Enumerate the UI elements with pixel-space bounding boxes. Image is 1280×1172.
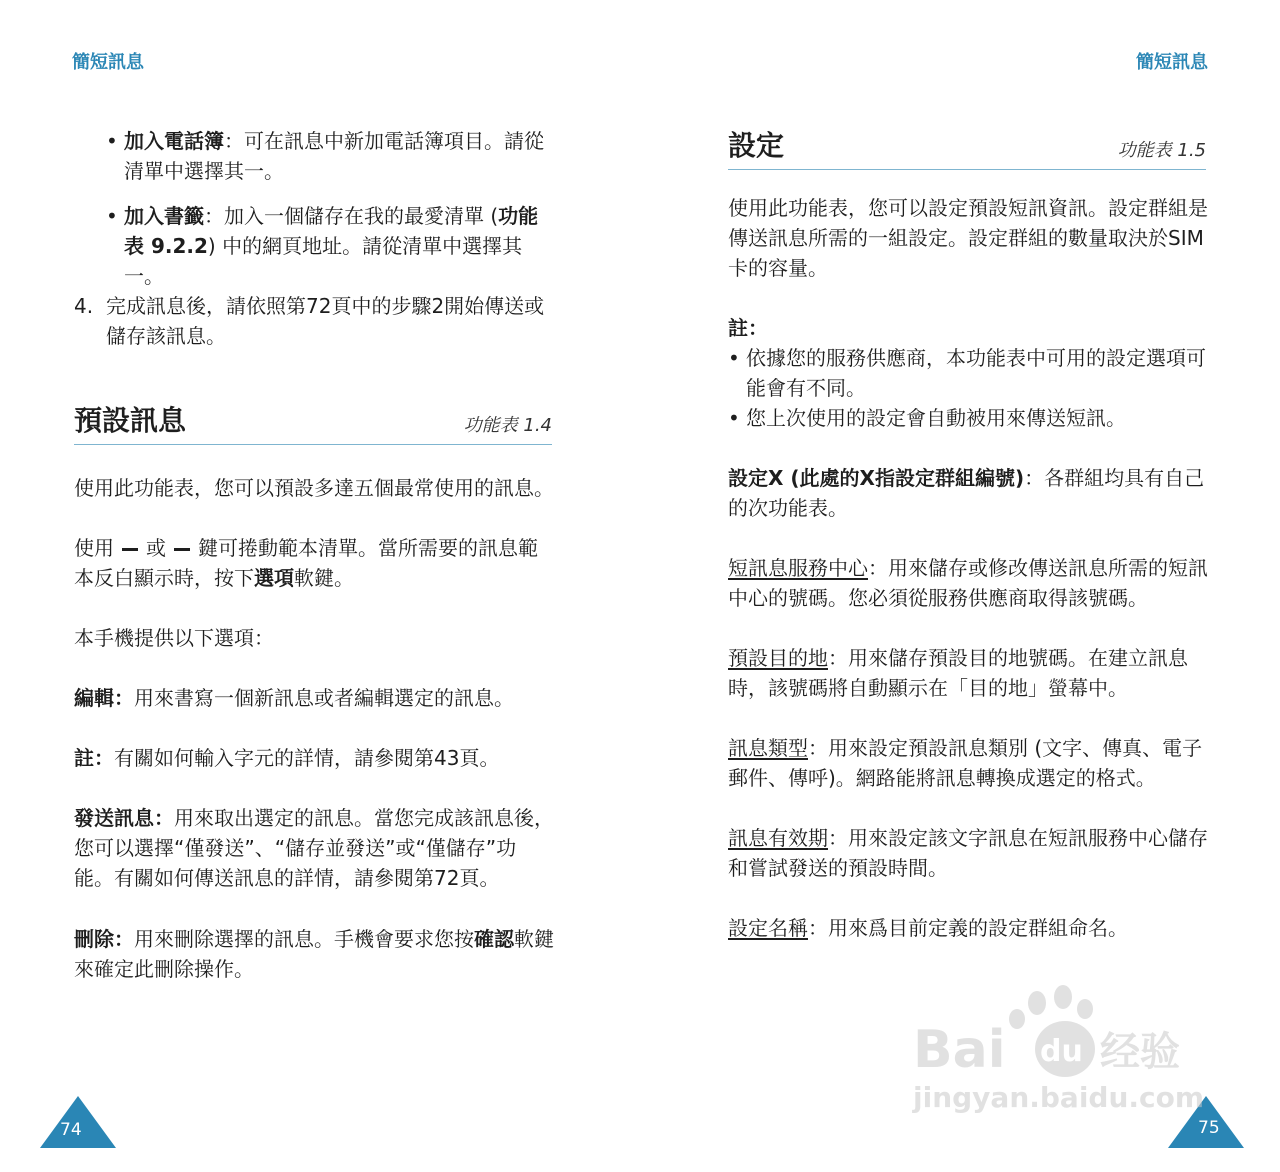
option-default-destination [728,643,1208,703]
note-item: 依據您的服務供應商，本功能表中可用的設定選項可能會有不同。 [746,346,1206,400]
option-label: 刪除： [74,927,134,951]
bullet-add-bookmark [74,201,554,291]
option-label: 設定名稱 [728,916,808,940]
option-text: ) 中的網頁地址。請從清單中選擇其一。 [124,234,523,288]
scroll-paragraph [74,533,554,593]
step-text: 完成訊息後，請依照第72頁中的步驟2開始傳送或儲存該訊息。 [106,294,545,348]
option-sms-center [728,553,1208,613]
option-message-type [728,733,1208,793]
option-label: 設定X (此處的X指設定群組編號) [728,466,1025,490]
option-setting-name [728,913,1208,943]
option-text: 用來取出選定的訊息。當您完成該訊息後，您可以選擇“僅發送”、“儲存並發送”或“僅儲存”功能。有關如何傳送訊息的詳情，請參閱第72頁。 [74,806,554,890]
options-intro: 本手機提供以下選項： [74,626,274,650]
intro-paragraph: 使用此功能表，您可以預設多達五個最常使用的訊息。 [74,476,554,500]
option-text: ：用來設定預設訊息類別 (文字、傳真、電子郵件、傳呼)。網路能將訊息轉換成選定的格式。 [728,736,1203,790]
option-text: ：加入一個儲存在我的最愛清單 ( [204,204,499,228]
note-label: 註： [74,746,114,770]
intro-paragraph: 使用此功能表，您可以設定預設短訊資訊。設定群組是傳送訊息所需的一組設定。設定群組的數量取決於SIM卡的容量。 [728,196,1208,280]
option-text: 軟鍵來確定此刪除操作。 [74,927,554,981]
option-label: 預設目的地 [728,646,828,670]
option-label: 加入書籤 [124,204,204,228]
option-send [74,803,554,893]
bullet-add-phonebook [74,126,554,186]
section-title: 預設訊息 [74,404,187,437]
watermark-brand: Bai [913,1020,1006,1080]
up-key-icon [122,548,138,551]
bullet-dot: • [106,204,118,228]
page-number-left: 74 [60,1120,82,1140]
note-label: 註： [728,316,768,340]
down-key-icon [174,548,190,551]
option-label: 訊息類型 [728,736,808,760]
softkey-name: 選項 [254,566,294,590]
text: 軟鍵。 [294,566,354,590]
section-header-settings [728,129,1206,170]
step-4 [74,291,554,351]
softkey-name: 確認 [474,927,514,951]
option-set-x [728,463,1208,523]
text: 或 [146,536,166,560]
watermark-url: jingyan.baidu.com [913,1081,1205,1114]
option-text: ：用來設定該文字訊息在短訊服務中心儲存和嘗試發送的預設時間。 [728,826,1208,880]
running-header-right: 簡短訊息 [1136,52,1208,73]
watermark-du: du [1040,1034,1083,1069]
option-label: 加入電話簿 [124,129,224,153]
option-delete [74,924,554,984]
option-edit [74,683,554,713]
option-text: ：用來儲存預設目的地號碼。在建立訊息時，該號碼將自動顯示在「目的地」螢幕中。 [728,646,1188,700]
menu-reference: 功能表 9.2.2 [124,204,539,258]
section-header-preset-messages [74,404,552,445]
option-text: ：各群組均具有自己的次功能表。 [728,466,1205,520]
option-text: 用來刪除選擇的訊息。手機會要求您按 [134,927,474,951]
bullet-dot: • [728,346,740,370]
text: 使用 [74,536,114,560]
menu-number: 功能表 1.5 [1117,140,1206,161]
option-label: 訊息有效期 [728,826,828,850]
watermark-cn: 经验 [1100,1029,1180,1075]
section-title: 設定 [728,129,785,162]
option-validity-period [728,823,1208,883]
option-text: ：用來儲存或修改傳送訊息所需的短訊中心的號碼。您必須從服務供應商取得該號碼。 [728,556,1208,610]
baidu-jingyan-watermark [905,985,1205,1115]
option-text: 用來書寫一個新訊息或者編輯選定的訊息。 [134,686,514,710]
note-item: 您上次使用的設定會自動被用來傳送短訊。 [746,406,1126,430]
bullet-dot: • [728,406,740,430]
option-label: 短訊息服務中心 [728,556,868,580]
paw-icon [1009,985,1093,1029]
note-list [728,343,1208,433]
option-text: ：可在訊息中新加電話簿項目。請從清單中選擇其一。 [124,129,544,183]
option-text: ：用來爲目前定義的設定群組命名。 [808,916,1128,940]
bullet-dot: • [106,129,118,153]
page-number-right: 75 [1198,1118,1220,1138]
text: 鍵可捲動範本清單。當所需要的訊息範本反白顯示時，按下 [74,536,538,590]
note [74,743,554,773]
note-text: 有關如何輸入字元的詳情，請參閱第43頁。 [114,746,500,770]
menu-number: 功能表 1.4 [463,415,552,436]
option-label: 發送訊息： [74,806,174,830]
step-number: 4. [74,294,94,318]
option-label: 編輯： [74,686,134,710]
running-header-left: 簡短訊息 [72,52,144,73]
